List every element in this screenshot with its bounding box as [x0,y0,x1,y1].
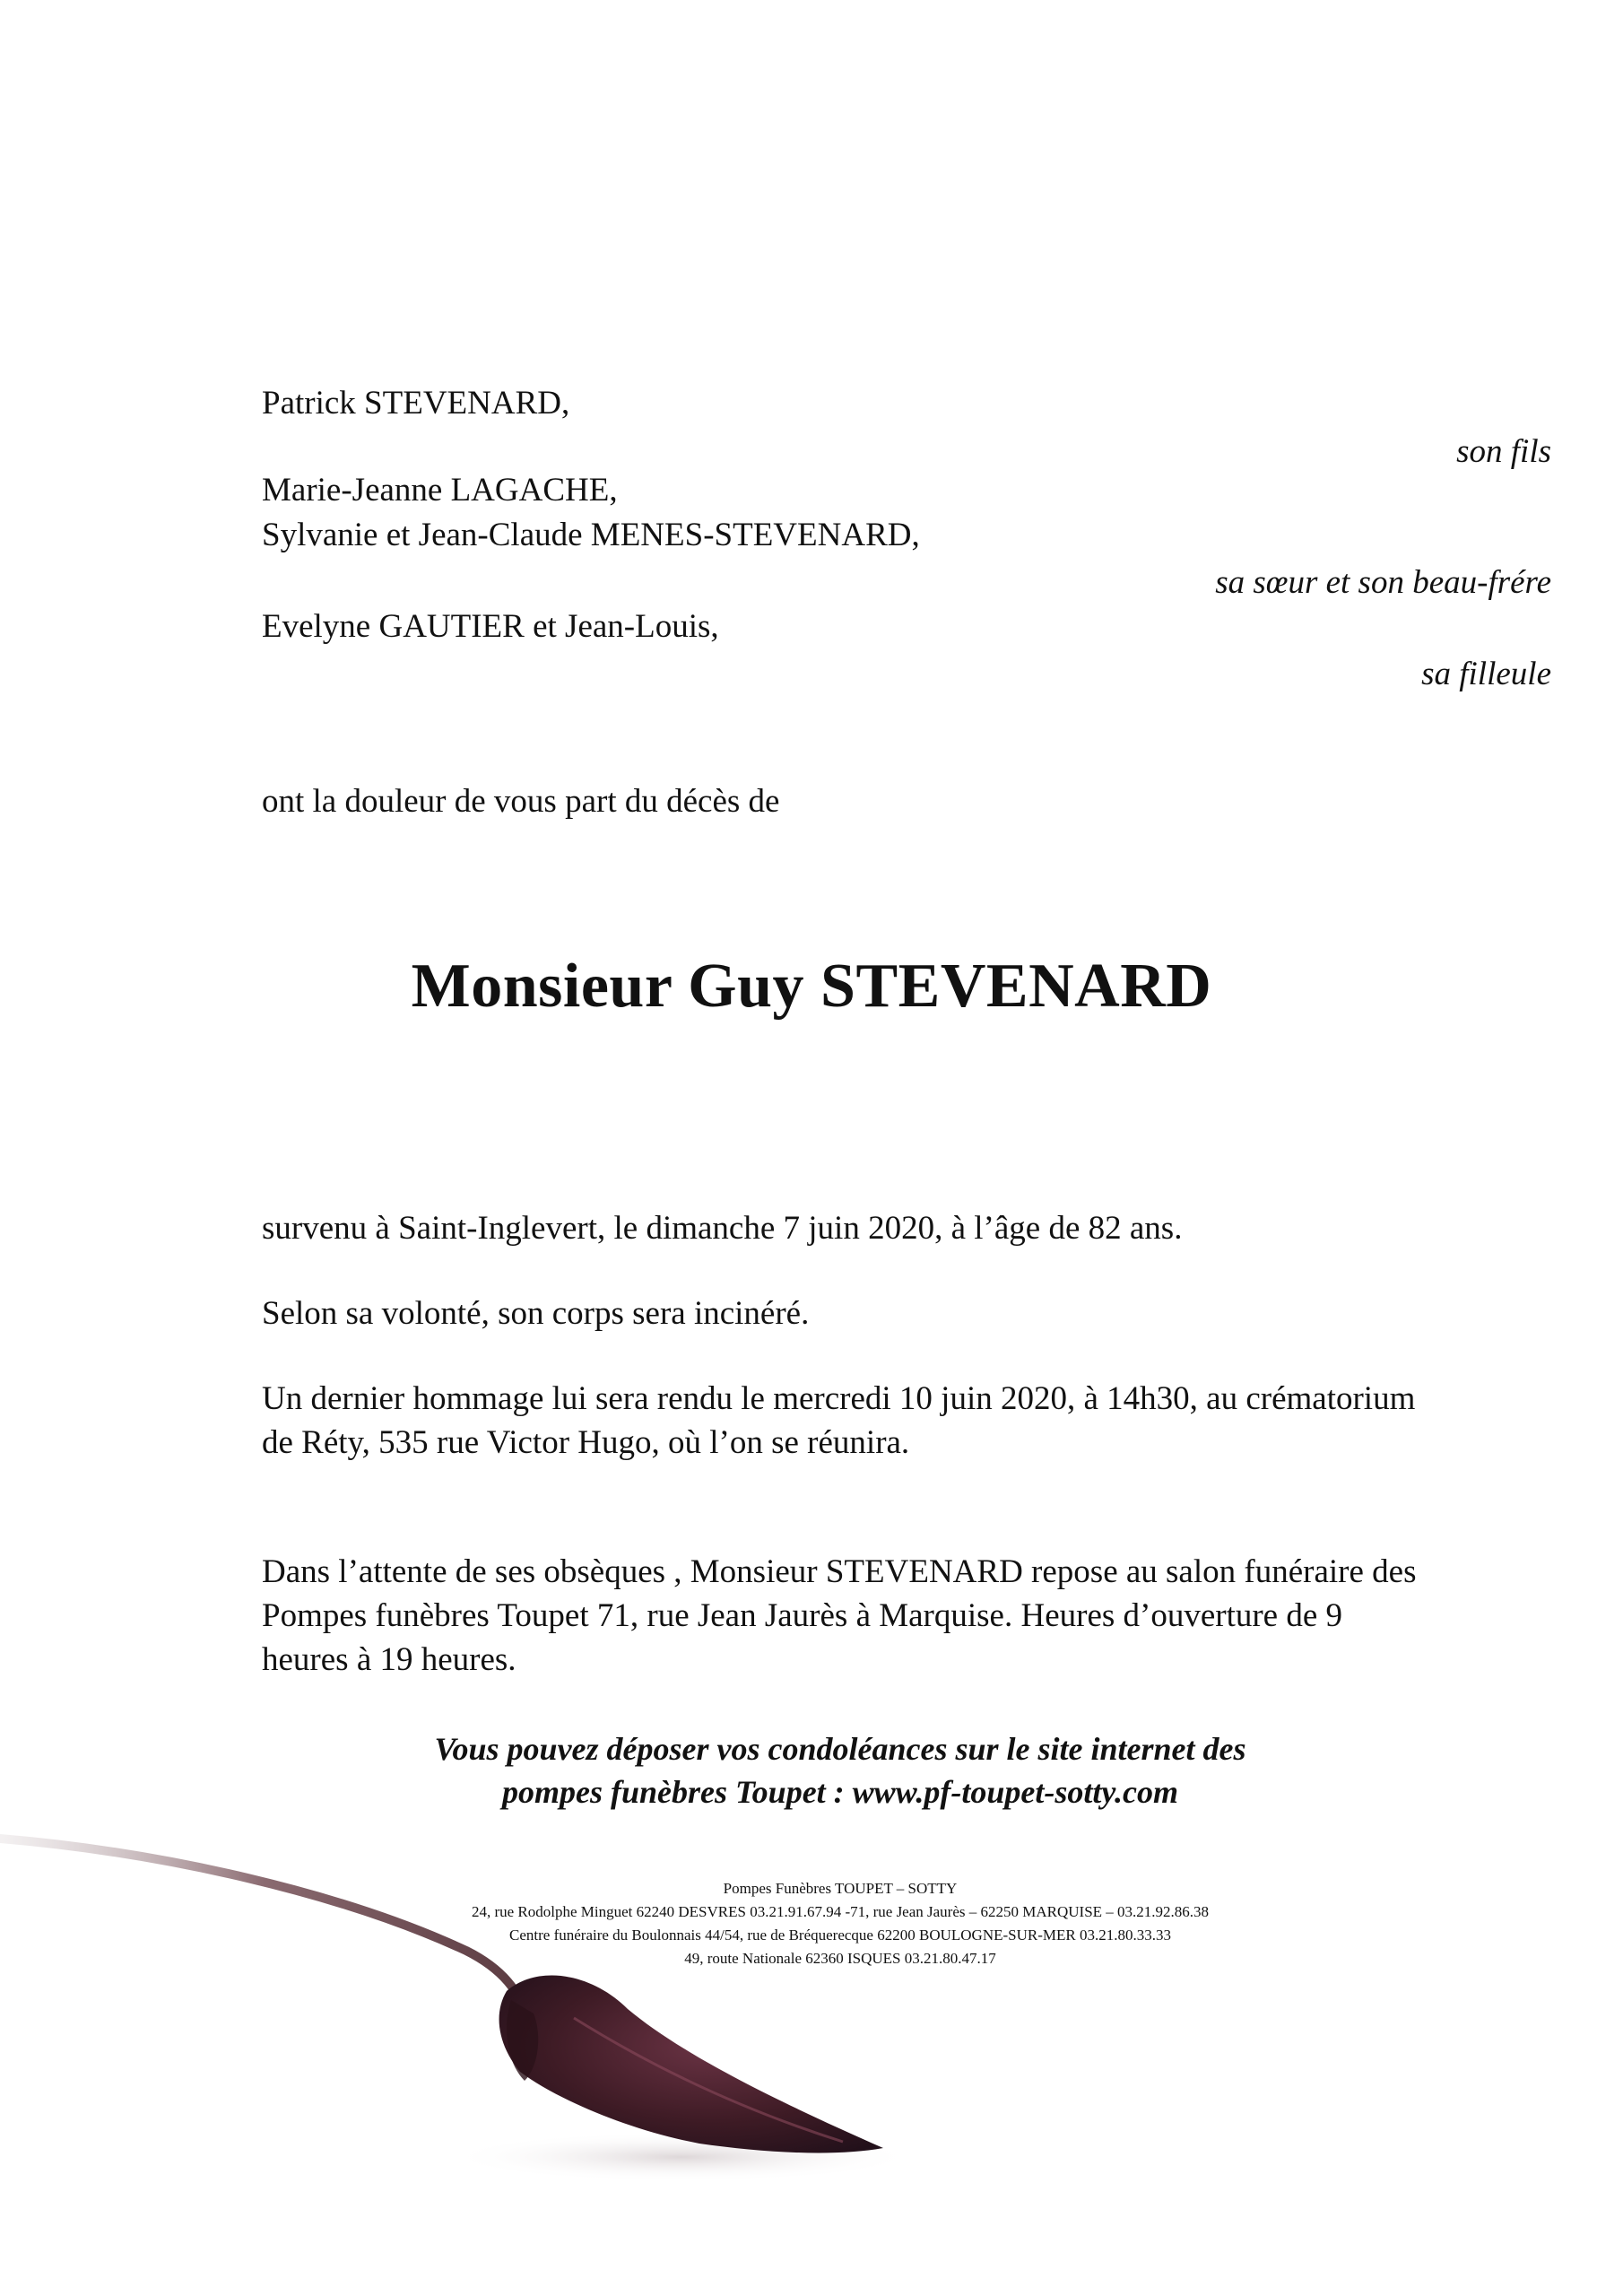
death-paragraph: survenu à Saint-Inglevert, le dimanche 7 juin 2020, à l’âge de 82 ans. [262,1210,1183,1247]
relation-son: son fils [1456,433,1551,470]
cremation-paragraph: Selon sa volonté, son corps sera incinéré. [262,1295,810,1332]
flower-petal [499,1976,883,2153]
footer-line-1: 24, rue Rodolphe Minguet 62240 DESVRES 03.21.91.67.94 -71, rue Jean Jaurès – 62250 MARQUISE – 03.21.92.86.38 [471,1903,1210,1920]
family-member-marie-jeanne: Marie-Jeanne LAGACHE, [262,472,618,509]
calla-lily-illustration [0,1803,942,2179]
footer-line-3: 49, route Nationale 62360 ISQUES 03.21.80.47.17 [684,1950,996,1967]
footer-address-block [262,1877,1419,1970]
deceased-name: Monsieur Guy STEVENARD [411,952,1212,1021]
announcement-text: ont la douleur de vous part du décès de [262,783,780,820]
condolences-line-2: pompes funèbres Toupet : www.pf-toupet-sotty.com [502,1774,1178,1810]
tribute-paragraph: Un dernier hommage lui sera rendu le mercredi 10 juin 2020, à 14h30, au crématorium de Réty, 535 rue Victor Hugo, où l’on se réunira. [262,1380,1416,1461]
rest-paragraph: Dans l’attente de ses obsèques , Monsieur STEVENARD repose au salon funéraire des Pompes funèbres Toupet 71, rue Jean Jaurès à Marquise. Heures d’ouverture de 9 heures à 19 heures. [262,1553,1417,1678]
family-member-evelyne: Evelyne GAUTIER et Jean-Louis, [262,608,719,645]
footer-line-2: Centre funéraire du Boulonnais 44/54, rue de Bréquerecque 62200 BOULOGNE-SUR-MER 03.21.80.33.33 [509,1926,1171,1944]
footer-company: Pompes Funèbres TOUPET – SOTTY [723,1880,958,1897]
relation-sister-brother-in-law: sa sœur et son beau-frére [1215,564,1551,601]
condolences-line-1: Vous pouvez déposer vos condoléances sur le site internet des [434,1731,1246,1767]
family-member-sylvanie-jean-claude: Sylvanie et Jean-Claude MENES-STEVENARD, [262,517,920,553]
condolences-message [262,1727,1419,1813]
relation-goddaughter: sa filleule [1421,656,1551,692]
family-member-patrick: Patrick STEVENARD, [262,385,570,422]
